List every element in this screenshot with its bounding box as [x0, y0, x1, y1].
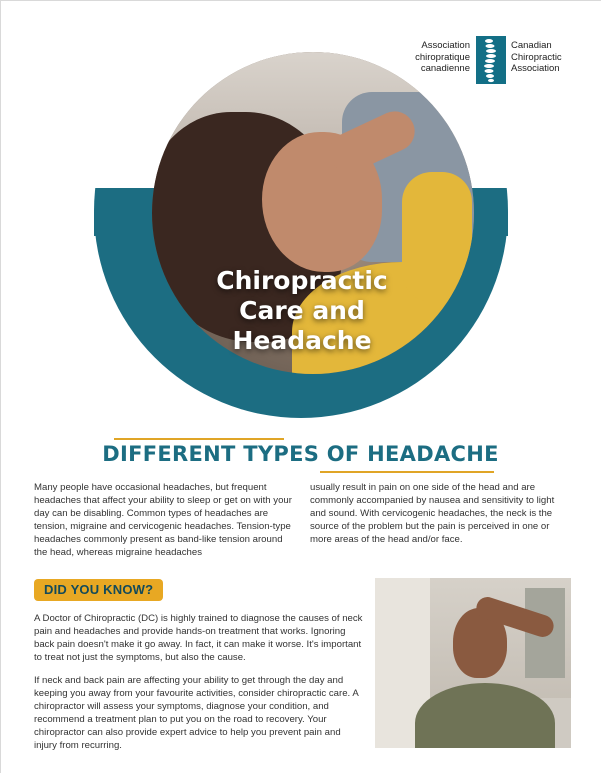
logo-french-name: Association — [421, 40, 470, 51]
heading-rule-bottom — [320, 471, 494, 473]
did-you-know-paragraph-1: A Doctor of Chiropractic (DC) is highly trained to diagnose the causes of neck pain and headaches and provide hands-on treatment that works. Ignoring back pain doesn't make it go away. In fact, it can make it worse. It's important to treat not just the symptoms, but also the cause. — [34, 613, 363, 663]
hero-title-line-2: Care and — [239, 296, 365, 325]
photo-man-headache — [375, 578, 571, 748]
logo-english-name: Canadian Chiropractic Association — [511, 40, 562, 74]
hero-title-line-1: Chiropractic — [216, 266, 388, 295]
hero-title — [152, 266, 452, 356]
page-border-top — [0, 0, 601, 1]
spine-icon — [476, 36, 506, 84]
hero-title-line-3: Headache — [232, 326, 372, 355]
intro-column-2: usually result in pain on one side of the head and are commonly accompanied by nausea and sensitivity to light and sound. With cervicogenic headaches, the neck is the source of the problem but the pain is perceived in one or more areas of the head and/or face. — [310, 482, 555, 545]
did-you-know-paragraph-2: If neck and back pain are affecting your ability to get through the day and keeping you away from your favourite activities, consider chiropractic care. A chiropractor will assess your symptoms, diagnose your condition, and recommend a treatment plan to put you on the road to recovery. Your chiropractor can also provide expert advice to help you prevent pain and injury from recurring. — [34, 675, 359, 751]
page-border-left — [0, 0, 1, 773]
section-heading: DIFFERENT TYPES OF HEADACHE — [102, 442, 499, 466]
did-you-know-badge: DID YOU KNOW? — [34, 579, 163, 601]
intro-column-1: Many people have occasional headaches, but frequent headaches that affect your ability to sleep or get on with your day can be disabling. Common types of headaches are tension, migraine and cervicogenic headaches. Tension-type headaches commonly present as band-like tension around the head, whereas migraine headaches — [34, 482, 292, 558]
heading-rule-top — [114, 438, 284, 440]
